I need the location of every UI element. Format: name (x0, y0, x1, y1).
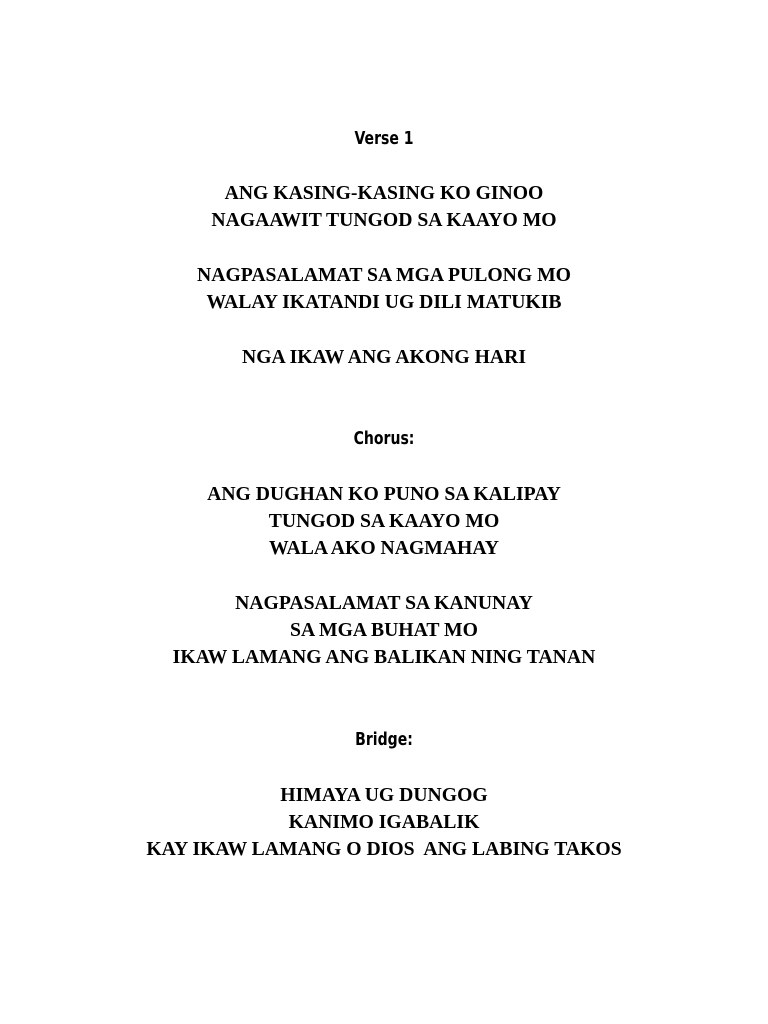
lyric-line: KAY IKAW LAMANG O DIOS ANG LABING TAKOS (146, 838, 622, 860)
lyric-line: NAGPASALAMAT SA KANUNAY (235, 592, 533, 614)
lyric-line: TUNGOD SA KAAYO MO (268, 510, 500, 532)
lyric-line: IKAW LAMANG ANG BALIKAN NING TANAN (172, 646, 596, 668)
lyric-line: NGA IKAW ANG AKONG HARI (242, 346, 526, 368)
lyric-line: WALA AKO NAGMAHAY (268, 537, 499, 559)
lyric-line: WALAY IKATANDI UG DILI MATUKIB (206, 291, 562, 313)
lyric-line: NAGPASALAMAT SA MGA PULONG MO (197, 264, 571, 286)
section-heading-bridge: Bridge: (355, 729, 413, 750)
lyric-line: SA MGA BUHAT MO (290, 619, 478, 641)
lyric-line: ANG DUGHAN KO PUNO SA KALIPAY (207, 483, 561, 505)
lyric-line: ANG KASING-KASING KO GINOO (224, 182, 544, 204)
section-heading-verse-1: Verse 1 (354, 128, 414, 149)
lyric-line: HIMAYA UG DUNGOG (280, 784, 488, 806)
lyric-line: KANIMO IGABALIK (288, 811, 480, 833)
lyric-line: NAGAAWIT TUNGOD SA KAAYO MO (211, 209, 557, 231)
section-heading-chorus: Chorus: (353, 428, 415, 449)
